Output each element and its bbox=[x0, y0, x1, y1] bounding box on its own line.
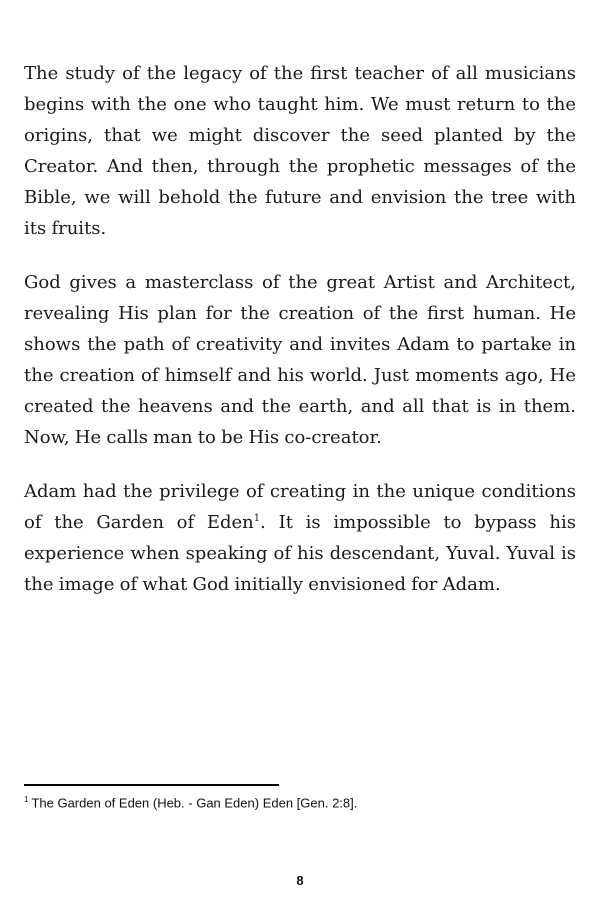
page-body bbox=[24, 58, 576, 623]
footnote-text: The Garden of Eden (Heb. - Gan Eden) Eden [Gen. 2:8]. bbox=[31, 795, 358, 811]
paragraph-3-text-start: Adam had the privilege of creating in the unique conditions of the Garden of Eden bbox=[24, 481, 576, 533]
paragraph-2: God gives a masterclass of the great Artist and Architect, revealing His plan for the creation of the first human. He shows the path of creativity and invites Adam to partake in the creation of himself and his world. Just moments ago, He created the heavens and the earth, and all that is in them. Now, He calls man to be His co-creator. bbox=[24, 272, 576, 448]
footnote-divider bbox=[24, 784, 279, 786]
paragraph-1: The study of the legacy of the first teacher of all musicians begins with the one who taught him. We must return to the origins, that we might discover the seed planted by the Creator. And then, through the prophetic messages of the Bible, we will behold the future and envision the tree with its fruits. bbox=[24, 63, 576, 239]
paragraph-3-text-end: . It is impossible to bypass his experience when speaking of his descendant, Yuval. Yuval is the image of what God initially envisioned for Adam. bbox=[24, 512, 576, 595]
footnote-reference[interactable]: 1 bbox=[253, 513, 261, 524]
footnote-marker: 1 bbox=[24, 795, 29, 804]
footnote bbox=[24, 795, 576, 810]
paragraph-3 bbox=[24, 476, 576, 600]
page-number: 8 bbox=[296, 873, 304, 888]
